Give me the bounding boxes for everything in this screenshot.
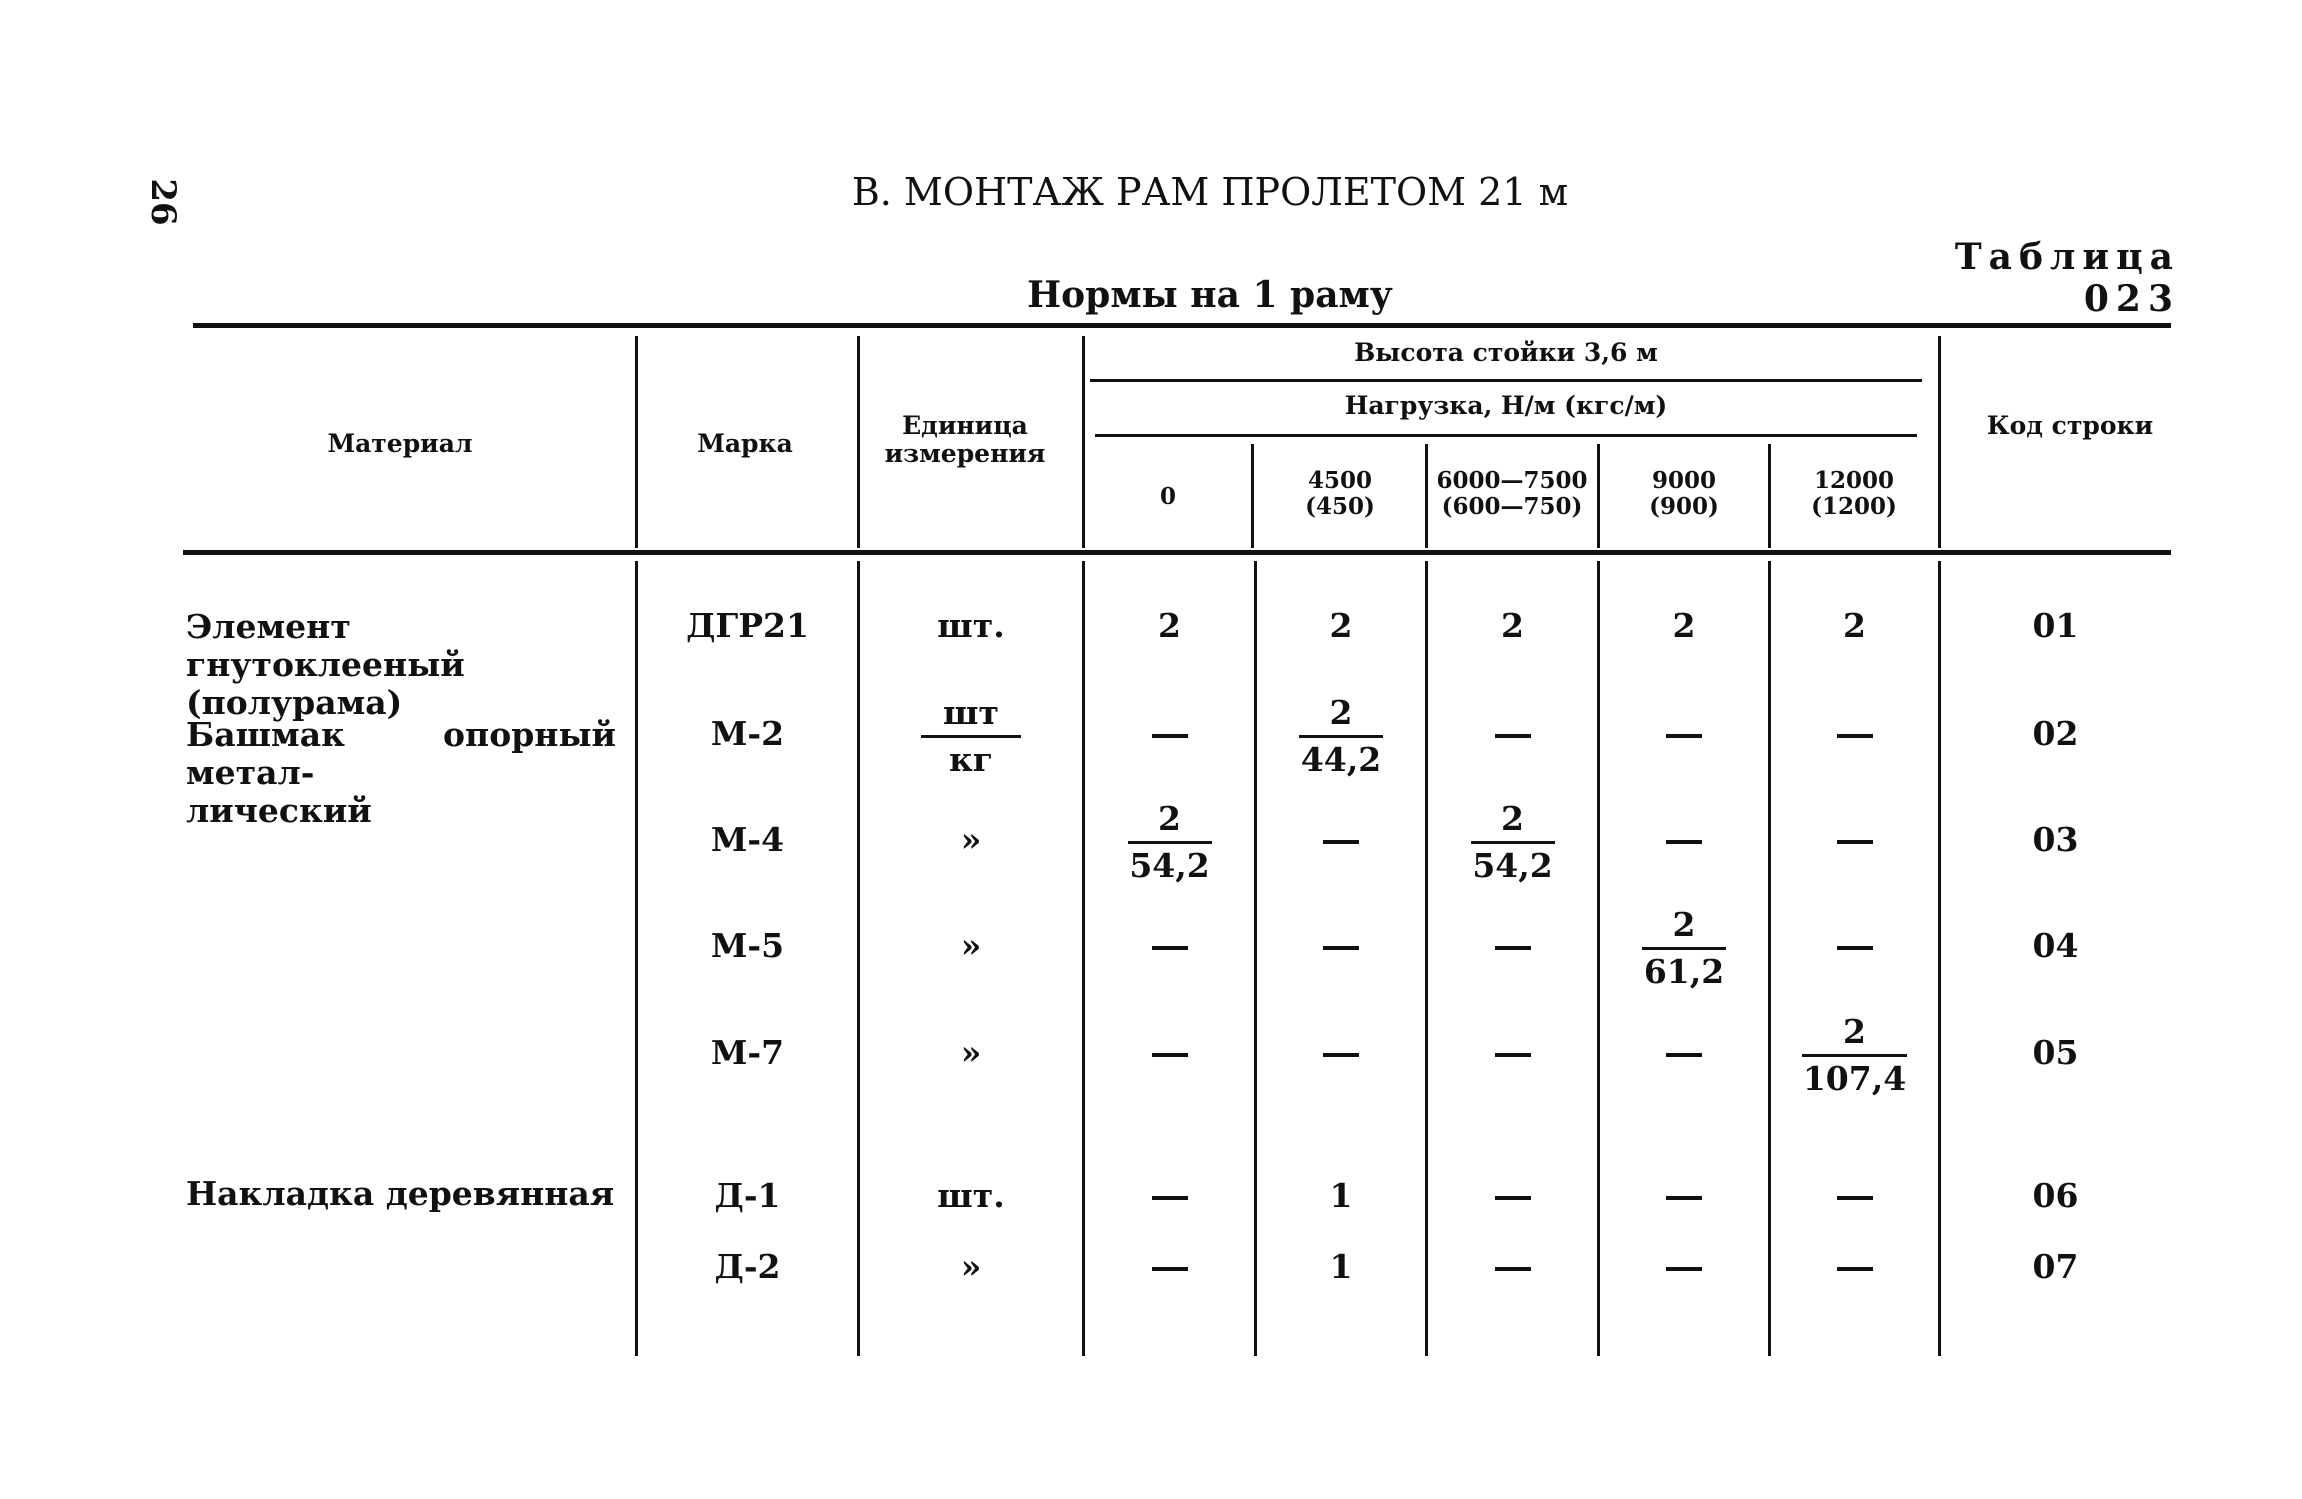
row-value [1602,1034,1766,1072]
header-divider [1082,336,1085,548]
dash-mark [1495,1196,1531,1200]
fraction-bar [1299,735,1383,738]
row-value [1259,927,1423,965]
dash-mark [1495,1267,1531,1271]
fraction-numerator: 2 [1158,799,1181,838]
row-value [1773,821,1936,859]
table-top-rule [193,323,2171,328]
row-value [1773,715,1936,753]
dash-mark [1666,1053,1702,1057]
row-value [1602,1248,1766,1286]
fraction-numerator: 2 [1329,693,1353,732]
row-mark: М-4 [710,820,785,859]
row-value [1259,821,1423,859]
row-value: 1 [1329,1247,1353,1286]
section-title: В. МОНТАЖ РАМ ПРОЛЕТОМ 21 м [851,170,1569,214]
row-value [1773,1177,1936,1215]
body-divider [1597,561,1600,1356]
dash-mark [1837,840,1873,844]
row-value: 2 [1329,606,1353,645]
row-value [1602,1177,1766,1215]
row-mark: Д-1 [714,1176,781,1215]
fraction-denominator: 54,2 [1129,846,1210,885]
row-value: 2 [1843,606,1866,645]
body-divider [1768,561,1771,1356]
row-value: 2 [1158,606,1181,645]
row-code: 01 [2032,606,2079,645]
fraction-denominator: 107,4 [1802,1059,1907,1098]
height-rule [1090,379,1922,382]
body-divider [1082,561,1085,1356]
row-mark: М-2 [710,714,785,753]
row-unit: » [960,820,982,859]
fraction-denominator: кг [948,740,994,779]
body-divider [1938,561,1941,1356]
dash-mark [1495,1053,1531,1057]
fraction-bar [1802,1054,1907,1057]
load-rule [1095,434,1917,437]
fraction-numerator: 2 [1501,799,1524,838]
row-value: 2 [1501,606,1524,645]
row-value [1602,821,1766,859]
row-code: 07 [2032,1247,2079,1286]
header-load-4500: 4500 (450) [1305,467,1375,520]
material-nakladka: Накладка деревянная [186,1174,615,1213]
page-number: 26 [143,178,183,226]
row-unit: » [960,1033,982,1072]
material-bashmak: Башмак опорный метал- лический [186,715,616,830]
body-divider [857,561,860,1356]
dash-mark [1152,1196,1188,1200]
row-value [1087,1177,1252,1215]
dash-mark [1666,840,1702,844]
dash-mark [1152,1267,1188,1271]
row-unit: » [960,1247,982,1286]
header-divider [857,336,860,548]
row-value [1430,1248,1595,1286]
header-divider [1938,336,1941,548]
row-code: 02 [2032,714,2079,753]
row-value [1430,715,1595,753]
table-label: Таблица 023 [1954,236,2180,320]
row-value [1773,1014,1936,1097]
row-mark: М-5 [710,926,785,965]
fraction-bar [1471,841,1555,844]
dash-mark [1323,946,1359,950]
fraction-numerator: 2 [1843,1012,1866,1051]
body-divider [635,561,638,1356]
row-value [1259,695,1423,778]
fraction-numerator: шт [943,693,999,732]
dash-mark [1495,946,1531,950]
dash-mark [1666,1267,1702,1271]
header-divider [1251,444,1254,548]
dash-mark [1495,734,1531,738]
header-load: Нагрузка, Н/м (кгс/м) [1344,391,1668,420]
row-value [1430,1034,1595,1072]
row-value [1087,715,1252,753]
row-value [1773,927,1936,965]
row-value [1430,801,1595,884]
header-mark: Марка [697,429,793,458]
row-value [1087,801,1252,884]
header-load-9000: 9000 (900) [1649,467,1719,520]
header-code: Код строки [1986,411,2154,440]
fraction-bar [1642,947,1726,950]
header-load-6000-7500: 6000—7500 (600—750) [1436,467,1588,520]
header-material: Материал [327,429,473,458]
row-code: 04 [2032,926,2079,965]
row-value [1087,1034,1252,1072]
row-unit: » [960,926,982,965]
row-value [1430,1177,1595,1215]
row-code: 03 [2032,820,2079,859]
header-load-12000: 12000 (1200) [1811,467,1897,520]
fraction-denominator: 44,2 [1300,740,1382,779]
row-mark: Д-2 [714,1247,781,1286]
dash-mark [1323,840,1359,844]
body-divider [1254,561,1257,1356]
fraction-bar [921,735,1021,738]
row-value: 1 [1329,1176,1353,1215]
dash-mark [1837,1196,1873,1200]
row-value [1602,907,1766,990]
row-value [1259,1034,1423,1072]
row-value: 2 [1672,606,1696,645]
row-code: 05 [2032,1033,2079,1072]
dash-mark [1152,1053,1188,1057]
fraction-bar [1128,841,1212,844]
row-unit: шт. [937,606,1005,645]
row-mark: М-7 [710,1033,785,1072]
body-divider [1425,561,1428,1356]
dash-mark [1837,1267,1873,1271]
header-load-0: 0 [1159,483,1176,510]
header-height: Высота стойки 3,6 м [1354,338,1658,367]
row-value [1773,1248,1936,1286]
row-value [1087,1248,1252,1286]
fraction-denominator: 54,2 [1472,846,1553,885]
row-code: 06 [2032,1176,2079,1215]
dash-mark [1152,734,1188,738]
row-value [1087,927,1252,965]
fraction-numerator: 2 [1672,905,1696,944]
row-unit [862,695,1080,778]
dash-mark [1837,734,1873,738]
header-divider [635,336,638,548]
row-value [1602,715,1766,753]
material-element: Элемент гнутоклееный (полурама) [186,607,465,722]
row-unit: шт. [937,1176,1005,1215]
dash-mark [1666,1196,1702,1200]
row-mark: ДГР21 [686,606,809,645]
header-unit: Единица измерения [884,411,1046,468]
table-subtitle: Нормы на 1 раму [1027,274,1393,316]
fraction-denominator: 61,2 [1643,952,1725,991]
dash-mark [1323,1053,1359,1057]
dash-mark [1666,734,1702,738]
dash-mark [1152,946,1188,950]
row-value [1430,927,1595,965]
header-bottom-rule [183,550,2171,555]
dash-mark [1837,946,1873,950]
